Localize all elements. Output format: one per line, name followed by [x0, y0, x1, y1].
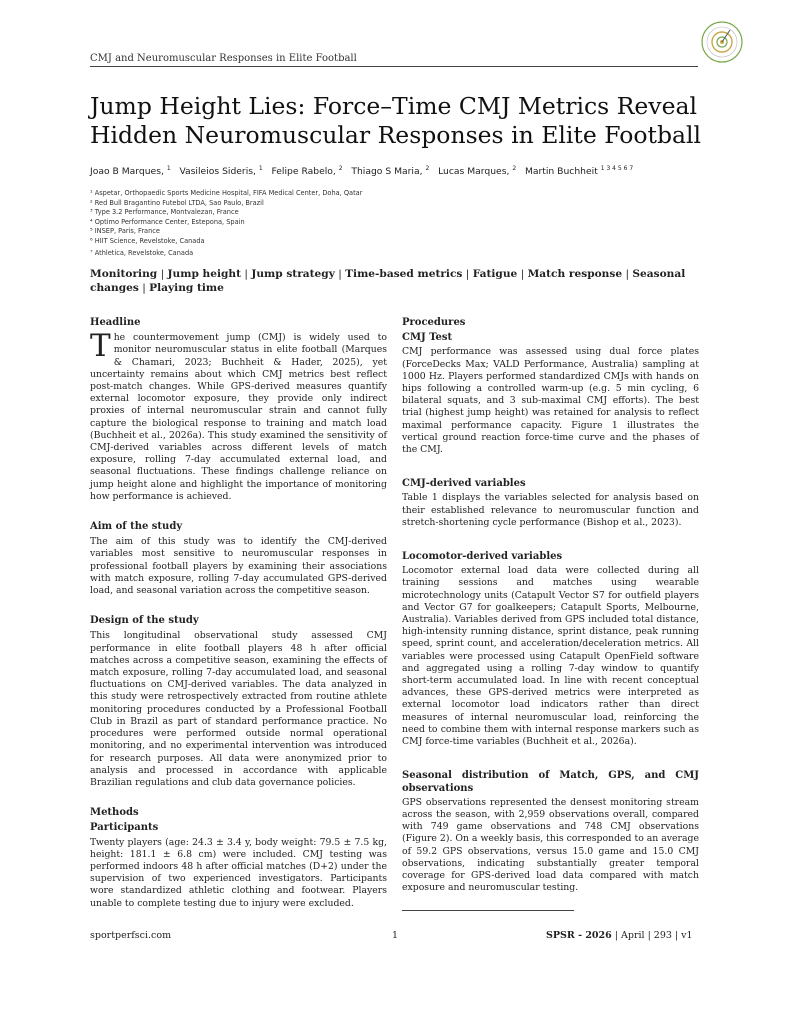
affiliations [90, 189, 490, 259]
keyword-separator: | [241, 268, 252, 280]
author: Vasileios Sideris, [179, 166, 256, 178]
paper-title: Jump Height Lies: Force–Time CMJ Metrics Reveal Hidden Neuromuscular Responses in Elite Football [90, 92, 702, 149]
left-column [90, 317, 387, 910]
author-list [90, 165, 730, 177]
affiliation: ² Red Bull Bragantino Futebol LTDA, Sao Paulo, Brazil [90, 198, 264, 207]
running-head: CMJ and Neuromuscular Responses in Elite Football [90, 53, 357, 64]
author-affil-marker: 1 [166, 165, 171, 172]
subsection-heading: CMJ Test [402, 332, 453, 344]
section-heading: Methods [90, 807, 139, 819]
locomotor-paragraph: Locomotor external load data were collected during all training sessions and matches using wearable microtechnology units (Catapult Vector S7 for outfield players and Vector G7 for goalkeepers; Catapult Sports, Melbourne, Australia). Variables derived from GPS included total distance, high-intensity running distance, sprint distance, peak running speed, sprint count, and acceleration/deceleration metrics. All variables were processed using Catapult OpenField software and aggregated using a rolling 7-day window to quantify short-term accumulated load. In line with recent conceptual advances, these GPS-derived metrics were interpreted as external locomotor load indicators rather than direct measures of internal neuromuscular load, reinforcing the need to combine them with internal response markers such as CMJ force-time variables (Buchheit et al., 2026a). [402, 565, 699, 748]
affiliation: ⁴ Optimo Performance Center, Estepona, Spain [90, 217, 245, 226]
footer-journal [546, 930, 693, 941]
keyword-separator: | [157, 268, 168, 280]
section-heading: Headline [90, 317, 141, 328]
seasonal-paragraph: GPS observations represented the densest monitoring stream across the season, with 2,959 observations overall, compared with 749 game observations and 748 CMJ observations (Figure 2). On a weekly basis, this corresponded to an average of 59.2 GPS observations, versus 15.0 game and 15.0 CMJ observations, indicating substantially greater temporal coverage for GPS-derived load data compared with match exposure and neuromuscular testing. [402, 796, 699, 894]
section-heading: Aim of the study [90, 521, 183, 533]
affiliation: ⁶ HIIT Science, Revelstoke, Canada [90, 236, 205, 245]
subsection-heading: Participants [90, 822, 159, 834]
aim-paragraph: The aim of this study was to identify the CMJ-derived variables most sensitive to neuromuscular responses in professional football players by examining their associations with match exposure, rolling 7-day accumulated GPS-derived load, and seasonal variation across the competitive season. [90, 536, 387, 597]
section-heading: Procedures [402, 317, 466, 328]
cmj-vars-paragraph: Table 1 displays the variables selected for analysis based on their established relevance to neuromuscular function and stretch-shortening cycle performance (Bishop et al., 2023). [402, 492, 699, 528]
keyword-separator: | [138, 282, 150, 294]
drop-cap: T [90, 328, 111, 365]
keyword: Time-based metrics [345, 268, 463, 280]
author-affil-marker: 1 [258, 165, 263, 172]
keyword: Seasonal changes [90, 268, 686, 294]
cmj-test-paragraph: CMJ performance was assessed using dual force plates (ForceDecks Max; VALD Performance, Australia) sampling at 1000 Hz. Players performed standardized CMJs with hands on hips following a controlled warm-up (e.g. 5 min cycling, 6 bilateral squats, and 3 sub-maximal CMJ efforts). The best trial (highest jump height) was retained for analysis to reflect maximal performance capacity. Figure 1 illustrates the vertical ground reaction force-time curve and the phases of the CMJ. [402, 346, 699, 456]
affiliation: ⁷ Athletica, Revelstoke, Canada [90, 249, 194, 257]
headline-text: he countermovement jump (CMJ) is widely used to monitor neuromuscular status in elite football (Marques & Chamari, 2023; Buchheit & Hader, 2025), yet uncertainty remains about which CMJ metrics best reflect post-match changes. While GPS-derived measures quantify external locomotor exposure, they provide only indirect proxies of internal neuromuscular strain and cannot fully capture the biological response to training and match load (Buchheit et al., 2026a). This study examined the sensitivity of CMJ-derived variables across different levels of match exposure, rolling 7-day accumulated external load, and seasonal fluctuations. These findings challenge reliance on jump height alone and highlight the importance of monitoring how performance is achieved. [90, 332, 387, 502]
page-number: 1 [392, 930, 399, 941]
headline-paragraph [90, 328, 387, 503]
design-paragraph: This longitudinal observational study assessed CMJ performance in elite football players 48 h after official matches across a competitive season, examining the effects of match exposure, rolling 7-day accumulated load, and seasonal fluctuations on CMJ-derived variables. The data analyzed in this study were retrospectively extracted from routine athlete monitoring procedures conducted by a Professional Football Club in Brazil as part of standard performance practice. No procedures were performed outside normal operational monitoring, and no experimental intervention was introduced for research purposes. All data were anonymized prior to analysis and processed in accordance with applicable Brazilian regulations and club data governance policies. [90, 630, 387, 788]
subsection-heading: CMJ-derived variables [402, 478, 526, 490]
keyword: Jump height [167, 268, 242, 280]
affiliation: ³ Type 3.2 Performance, Montvalezan, France [90, 208, 239, 216]
section-heading: Design of the study [90, 615, 199, 627]
participants-paragraph: Twenty players (age: 24.3 ± 3.4 y, body weight: 79.5 ± 7.5 kg, height: 181.1 ± 6.8 cm) were included. CMJ testing was performed indoors 48 h after official matches (D+2) under the supervision of two experienced investigators. Participants wore standardized athletic clothing and footwear. Players unable to complete testing due to injury were excluded. [90, 836, 387, 909]
keyword-separator: | [334, 268, 346, 280]
author: Martin Buchheit [524, 166, 598, 178]
keyword-separator: | [622, 268, 633, 280]
footnote-rule [402, 910, 574, 911]
keyword: Playing time [149, 282, 224, 294]
keyword: Jump strategy [251, 268, 335, 280]
affiliation: ¹ Aspetar, Orthopaedic Sports Medicine Hospital, FIFA Medical Center, Doha, Qatar [90, 189, 363, 197]
header-rule [90, 66, 698, 67]
right-column [402, 317, 699, 911]
journal-details: | April | 293 | v1 [611, 930, 693, 941]
author: Felipe Rabelo, [271, 166, 336, 178]
journal-name: SPSR - 2026 [546, 930, 612, 941]
keyword: Match response [527, 268, 623, 280]
keyword: Fatigue [472, 268, 518, 280]
keywords [90, 267, 705, 295]
keyword-separator: | [517, 268, 528, 280]
subsection-heading: Seasonal distribution of Match, GPS, and CMJ observations [402, 770, 699, 794]
author-affil-marker: 2 [512, 165, 517, 172]
author-affil-marker: 2 [338, 165, 343, 172]
author: Joao B Marques, [90, 166, 164, 178]
author: Lucas Marques, [438, 166, 510, 178]
author: Thiago S Maria, [351, 166, 423, 178]
keyword: Monitoring [90, 268, 158, 280]
author-affil-marker: 2 [425, 165, 430, 172]
subsection-heading: Locomotor-derived variables [402, 551, 563, 563]
footer-site: sportperfsci.com [90, 930, 172, 941]
journal-logo-icon [700, 20, 744, 64]
keyword-separator: | [462, 268, 473, 280]
affiliation: ⁵ INSEP, Paris, France [90, 227, 160, 235]
author-affil-marker: 1 3 4 5 6 7 [600, 165, 634, 172]
